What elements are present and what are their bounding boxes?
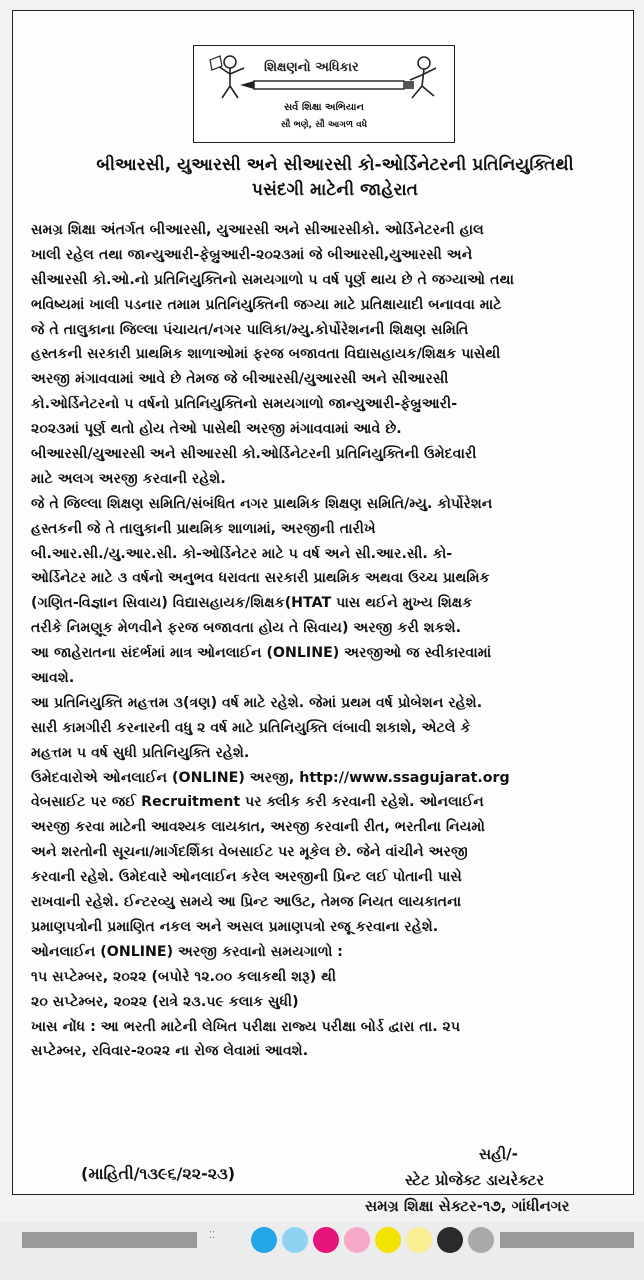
advertisement-body — [31, 218, 639, 1064]
color-dot — [313, 1227, 339, 1253]
headline — [35, 153, 635, 203]
body-line: સપ્ટેમ્બર, રવિવાર-૨૦૨૨ ના રોજ લેવામાં આવશે. — [31, 1043, 309, 1060]
logo-title: શિક્ષણનો અધિકાર — [264, 60, 359, 75]
logo-box — [193, 45, 455, 143]
body-line: અને શરતોની સૂચના/માર્ગદર્શિકા વેબસાઈટ પર મૂકેલ છે. જેને વાંચીને અરજી — [31, 844, 468, 861]
body-line: ૨૦૨૩માં પૂર્ણ થતો હોય તેઓ પાસેથી અરજી મંગાવવામાં આવે છે. — [31, 421, 402, 438]
logo-subtitle: સર્વ શિક્ષા અભિયાન — [284, 102, 364, 113]
advertisement-page — [12, 10, 634, 1215]
color-dot — [375, 1227, 401, 1253]
color-dot — [406, 1227, 432, 1253]
body-line: સીઆરસી કો.ઓ.નો પ્રતિનિયુક્તિનો સમયગાળો ૫ વર્ષ પૂર્ણ થાય છે તે જગ્યાઓ તથા — [31, 271, 514, 288]
body-line: ૨૦ સપ્ટેમ્બર, ૨૦૨૨ (રાત્રે ૨૩.૫૯ કલાક સુધી) — [31, 993, 299, 1010]
body-line: સમગ્ર શિક્ષા અંતર્ગત બીઆરસી, યુઆરસી અને સીઆરસીકો. ઓર્ડિનેટરની હાલ — [31, 222, 484, 238]
signature-office: સમગ્ર શિક્ષા સેક્ટર-૧૭, ગાંધીનગર — [365, 1197, 570, 1215]
body-line: ઉમેદવારોએ ઓનલાઈન (ONLINE) અરજી, http://www.ssagujarat.org — [31, 769, 510, 786]
kid-reading-icon — [204, 52, 260, 102]
color-dot — [344, 1227, 370, 1253]
body-line: (ગણિત-વિજ્ઞાન સિવાય) વિદ્યાસહાયક/શિક્ષક(HTAT પાસ થઈને મુખ્ય શિક્ષક — [31, 595, 473, 612]
body-line: જે તે જિલ્લા શિક્ષણ સમિતિ/સંબંધિત નગર પ્રાથમિક શિક્ષણ સમિતિ/મ્યુ. કોર્પોરેશન — [31, 495, 493, 512]
headline-line: બીઆરસી, યુઆરસી અને સીઆરસી કો-ઓર્ડિનેટરની પ્રતિનિયુક્તિથી — [96, 155, 574, 175]
body-line: ખાસ નોંધ : આ ભરતી માટેની લેખિત પરીક્ષા રાજ્ય પરીક્ષા બોર્ડ દ્વારા તા. ૨૫ — [31, 1018, 461, 1035]
body-line: આ જાહેરાતના સંદર્ભમાં માત્ર ઓનલાઈન (ONLINE) અરજીઓ જ સ્વીકારવામાં — [31, 645, 492, 662]
logo-tagline: સૌ ભણે, સૌ આગળ વધે — [280, 120, 368, 130]
color-dot — [251, 1227, 277, 1253]
body-line: હસ્તકની સરકારી પ્રાથમિક શાળાઓમાં ફરજ બજાવતા વિદ્યાસહાયક/શિક્ષક પાસેથી — [31, 346, 501, 363]
body-line: સારી કામગીરી કરનારની વધુ ૨ વર્ષ માટે પ્રતિનિયુક્તિ લંબાવી શકાશે, એટલે કે — [31, 719, 471, 736]
signature-sign: સહી/- — [479, 1145, 518, 1163]
body-line: અરજી મંગાવવામાં આવે છે તેમજ જે બીઆરસી/યુઆરસી અને સીઆરસી — [31, 371, 449, 388]
body-line: કો.ઓર્ડિનેટરનો ૫ વર્ષનો પ્રતિનિયુક્તિનો સમયગાળો જાન્યુઆરી-ફેબ્રુઆરી- — [31, 396, 458, 413]
gray-bar — [22, 1232, 197, 1248]
body-line: જે તે તાલુકાના જિલ્લા પંચાયત/નગર પાલિકા/મ્યુ.કોર્પોરેશનની શિક્ષણ સમિતિ — [31, 321, 469, 338]
body-line: મહત્તમ ૫ વર્ષ સુધી પ્રતિનિયુક્તિ રહેશે. — [31, 744, 250, 761]
reference-number: (માહિતી/૧૩૯૬/૨૨-૨૩) — [81, 1164, 236, 1183]
color-dot — [468, 1227, 494, 1253]
body-line: બી.આર.સી./યુ.આર.સી. કો-ઓર્ડિનેટર માટે ૫ વર્ષ અને સી.આર.સી. કો- — [31, 545, 453, 562]
pencil-icon — [240, 78, 416, 92]
body-line: ઓનલાઈન (ONLINE) અરજી કરવાનો સમયગાળો : — [31, 943, 343, 960]
body-line: માટે અલગ અરજી કરવાની રહેશે. — [31, 470, 226, 487]
body-line: હસ્તકની જે તે તાલુકાની પ્રાથમિક શાળામાં, અરજીની તારીખે — [31, 520, 376, 537]
gray-bar — [500, 1232, 634, 1248]
body-line: તરીકે નિમણૂક મેળવીને ફરજ બજાવતા હોય તે સિવાય) અરજી કરી શકશે. — [31, 620, 462, 637]
body-line: ખાલી રહેલ તથા જાન્યુઆરી-ફેબ્રુઆરી-૨૦૨૩માં જે બીઆરસી,યુઆરસી અને — [31, 246, 473, 263]
body-line: અરજી કરવા માટેની આવશ્યક લાયકાત, અરજી કરવાની રીત, ભરતીના નિયમો — [31, 819, 485, 836]
body-line: વેબસાઈટ પર જઈ Recruitment પર ક્લીક કરી કરવાની રહેશે. ઓનલાઈન — [31, 794, 484, 811]
body-line: ઓર્ડિનેટર માટે ૩ વર્ષનો અનુભવ ધરાવતા સરકારી પ્રાથમિક અથવા ઉચ્ચ પ્રાથમિક — [31, 570, 490, 587]
body-line: ભવિષ્યમાં ખાલી પડનાર તમામ પ્રતિનિયુક્તિની જગ્યા માટે પ્રતિક્ષાયાદી બનાવવા માટે — [31, 296, 502, 313]
color-dot — [437, 1227, 463, 1253]
body-line: આવશે. — [31, 670, 75, 687]
body-line: રાખવાની રહેશે. ઈન્ટરવ્યુ સમયે આ પ્રિન્ટ આઉટ, તેમજ નિયત લાયકાતના — [31, 894, 462, 911]
kid-running-icon — [400, 54, 450, 104]
body-line: કરવાની રહેશે. ઉમેદવારે ઓનલાઈન કરેલ અરજીની પ્રિન્ટ લઈ પોતાની પાસે — [31, 869, 462, 886]
color-dot — [282, 1227, 308, 1253]
headline-line: પસંદગી માટેની જાહેરાત — [251, 180, 419, 200]
body-line: આ પ્રતિનિયુક્તિ મહત્તમ ૩(ત્રણ) વર્ષ માટે રહેશે. જેમાં પ્રથમ વર્ષ પ્રોબેશન રહેશે. — [31, 694, 483, 711]
body-line: પ્રમાણપત્રોની પ્રમાણિત નકલ અને અસલ પ્રમાણપત્રો રજૂ કરવાના રહેશે. — [31, 918, 439, 935]
signature-designation: સ્ટેટ પ્રોજેક્ટ ડાયરેક્ટર — [405, 1171, 545, 1189]
body-line: ૧૫ સપ્ટેમ્બર, ૨૦૨૨ (બપોરે ૧૨.૦૦ કલાકથી શરૂ) થી — [31, 968, 337, 985]
registration-dots-icon: ⁚⁚ — [209, 1230, 216, 1241]
body-line: બીઆરસી/યુઆરસી અને સીઆરસી કો.ઓર્ડિનેટરની પ્રતિનિયુક્તિની ઉમેદવારી — [31, 446, 477, 463]
